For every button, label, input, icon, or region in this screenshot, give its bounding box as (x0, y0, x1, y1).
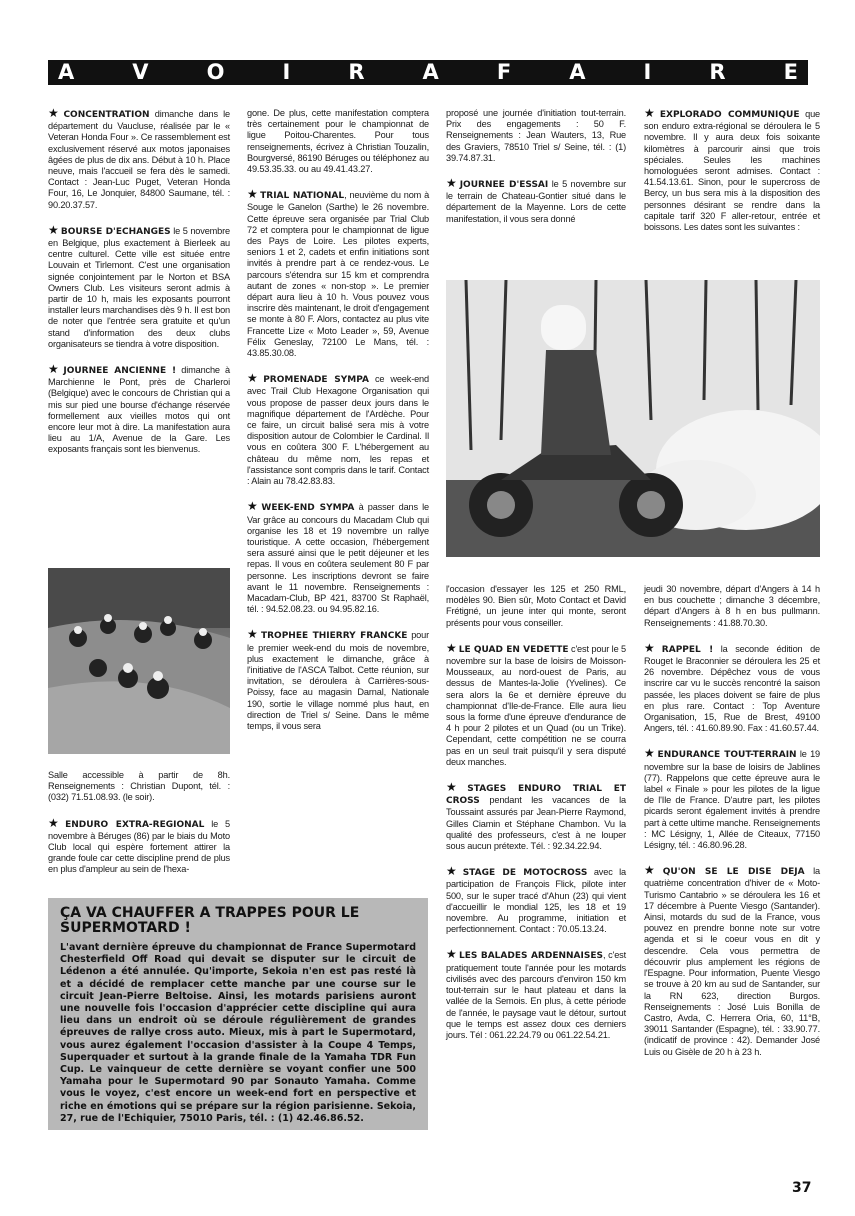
banner-letter: V (132, 60, 149, 84)
news-item-title: JOURNEE D'ESSAI (459, 180, 549, 191)
star-icon: ★ (247, 499, 260, 514)
star-icon: ★ (247, 627, 259, 642)
news-item-title: WEEK-END SYMPA (261, 503, 355, 514)
news-item-text: gone. De plus, cette manifestation comptera très certainement pour le championnat de ligue Poitou-Charentes. Pour tous renseignements, écrivez à Christian Touzalin, Bourgversé, 86190 Béruges ou téléphonez au 49.53.35.33. ou au 49.41.43.27. (247, 108, 429, 175)
news-item (446, 108, 626, 164)
banner-letter: A (422, 60, 439, 84)
star-icon: ★ (446, 780, 466, 795)
news-item-title: PROMENADE SYMPA (263, 375, 369, 386)
news-item-text: la seconde édition de Rouget le Braconnier se déroulera les 25 et 26 novembre. Dépêchez vous de vous inscrire car vu le succès rencontré la saison passée, les places doivent se faire de plus en plus rare. Contact : Top Aventure Organisation, 15, Rue de Brest, 49100 Angers, tél. : 41.60.89.90. Fax : 41.60.57.44. (644, 643, 820, 734)
banner-letter: R (709, 60, 726, 84)
news-item (644, 640, 820, 735)
banner-letter: I (643, 60, 652, 84)
news-item-text: dimanche à Marchienne le Pont, près de Charleroi (Belgique) avec le concours de Christian qui a mis sur pied une bourse d'échange réservée formellement aux vieilles motos qui ont encore leur mot à dire. La manifestation aura lieu au 1/A, Avenue de la Gare. Les exposants français sont les bienvenus. (48, 365, 231, 455)
motocross-photo (48, 568, 230, 754)
news-item (48, 364, 230, 456)
news-item-title: ENDURANCE TOUT-TERRAIN (657, 750, 797, 761)
star-icon: ★ (48, 815, 64, 830)
news-item (48, 815, 231, 876)
banner-letter: R (348, 60, 365, 84)
news-item (446, 584, 626, 629)
news-item (644, 108, 820, 233)
news-item-text: ce week-end avec Trail Club Hexagone Organisation qui vous propose de passer deux jours dans le magnifique département de l'Ardèche. Pour ce faire, un circuit balisé sera mis à votre disposition autour de Colombier le Cardinal. Il vous en coûtera 300 F. L'hébergement au château du même nom, les repas et l'assistance sont compris dans le tarif. Contact : Alain au 78.42.83.83. (247, 374, 429, 487)
news-item-title: BOURSE D'ECHANGES (60, 226, 171, 237)
news-item-text: le 5 novembre en Belgique, plus exactement à Bierleek au centre culturel. Cette ville est située entre Louvain et Tirlemont. C'est une organisation signée conjointement par le Norton et BSA Owners Club. Les visiteurs seront admis à partir de 10 h, mais les exposants pourront installer leurs marchandises dès 9 h. Il est bon de noter que l'entrée sera gratuite et qu'un stand d'information des deux clubs organisateurs se tiendra à votre disposition. (48, 225, 230, 349)
star-icon: ★ (644, 863, 661, 878)
news-item-text: le 5 novembre à Béruges (86) par le biais du Moto Club local qui espère fortement attirer la grande foule car cette discipline prend de plus en plus d'ampleur au sein de l'hexa- (48, 818, 231, 875)
news-item-text: le 5 novembre sur le terrain de Chateau-Gontier situé dans le département de la Mayenne. Lors de cette manifestation, il vous sera donné (446, 179, 627, 224)
news-item-text: , neuvième du nom à Souge le Ganelon (Sarthe) le 26 novembre. Cette épreuve sera organisée par Trial Club 72 et comptera pour le championnat de ligue des Pays de Loire. Les pilotes experts, seniors 1 et 2, cadets et enfin initiations sont invités à prendre part à ce rendez-vous. Le parcours s'étendra sur 15 km et comprendra autant de zones « non-stop ». Le premier départ aura lieu à 10 h. Vous pouvez vous inscrire dès maintenant, le droit d'engagement se monte à 80 F. Alors, contactez au plus vite Francette Lize « Moto Leader », 59, Avenue Félix Geneslay, 72100 Le Mans, tél. : 43.85.30.08. (247, 190, 430, 359)
box-title: ÇA VA CHAUFFER A TRAPPES POUR LE SUPERMOTARD ! (60, 905, 360, 936)
banner-letter: F (496, 60, 512, 84)
news-item (446, 640, 626, 768)
news-item-text: avec la participation de François Flick, pilote inter 500, sur le super tracé d'Ahun (23) qui vient d'accueillir le mondial 125, les 18 et 19 novembre. Au programme, initiation et perfectionnement. Contact : 70.05.13.24. (446, 867, 626, 935)
news-item-text: , c'est pratiquement toute l'année pour les motards civilisés avec des parcours d'environ 150 km tout-terrain sur le haut plateau et dans la vallée de la Semois. En plus, à cette période de l'année, le paysage vaut le détour, surtout que le temps est assez doux ces derniers jours. Tél : 061.22.24.79 ou 061.22.54.21. (446, 950, 627, 1040)
star-icon: ★ (48, 222, 59, 237)
news-item-title: JOURNEE ANCIENNE ! (63, 366, 177, 377)
news-item-title: TRIAL NATIONAL (260, 191, 345, 202)
news-item-title: RAPPEL ! (661, 644, 714, 655)
star-icon: ★ (446, 947, 457, 962)
news-item-text: dimanche dans le département du Vaucluse, réalisée par le « Veteran Honda Four ». Ce rassemblement est exclusivement réservé aux motos japonaises âgées de plus de dix ans. Début à 10 h. Place neuve, mais l'accueil se fera dès le samedi. Contact : Jean-Luc Puget, Veteran Honda Four, 16, Le Jonquier, 84800 Saumane, tél. : 90.20.37.57. (48, 109, 230, 210)
banner-letter: E (783, 60, 798, 84)
news-item (446, 866, 626, 935)
news-item-text: l'occasion d'essayer les 125 et 250 RML, modèles 90. Bien sûr, Moto Contact et David Frétigné, un jeune inter qui monte, seront présents pour vous conseiller. (446, 584, 626, 628)
news-item-text: jeudi 30 novembre, départ d'Angers à 14 h en bus couchette ; dimanche 3 décembre, départ d'Angers à 8 h en bus pullmann. Renseignements : 41.88.70.30. (644, 584, 820, 628)
news-item-title: CONCENTRATION (63, 110, 150, 120)
news-item-text: Salle accessible à partir de 8h. Renseignements : Christian Dupont, tél. : (032) 71.51.08.93. (le soir). (48, 770, 230, 803)
page-number: 37 (792, 1180, 812, 1196)
column-3b (446, 584, 626, 1055)
news-item (247, 501, 429, 615)
news-item-text: proposé une journée d'initiation tout-terrain. Prix des engagements : 50 F. Renseignements : Jean Wauters, 13, Rue des Graviers, 78510 Triel s/ Seine, tél. : (1) 39.74.87.31. (446, 108, 626, 163)
star-icon: ★ (247, 371, 262, 386)
news-item-text: pour le premier week-end du mois de novembre, plus exactement le dimanche, grâce à l'initiative de l'ASCA Talbot. Cette réunion, sur invitation, se déroulera à Carrières-sous-Poissy, face au magasin Darnal, Nationale 190, sortie le village nommé plus haut, en direction de Triel s/ Seine. Dans le même temps, il vous sera (247, 630, 429, 731)
news-item-text: c'est pour le 5 novembre sur la base de loisirs de Moisson-Mousseaux, au nord-ouest de Paris, au dessus de Mantes-la-Jolie (Yvelines). Ce sera alors la 6e et dernière épreuve du championnat d'Ile-de-France. Elle aura lieu sous la forme d'une épreuve d'endurance de 4 h pour 2 pilotes et un Quad (ou un Trike). Cependant, cette compétition ne se courra pas en un seul trait puisqu'il y sera disputé deux manches. (446, 643, 626, 767)
news-item-title: ENDURO EXTRA-REGIONAL (65, 819, 205, 830)
star-icon: ★ (446, 176, 458, 191)
news-item-text: le 19 novembre sur la base de loisirs de Jablines (77). Rappelons que cette épreuve aura le label « Finale » pour les pilotes de la ligue de l'Ile de France. D'autre part, les pilotes picards seront également invités à prendre part à cette ultime manche. Renseignements : MC Lésigny, 1, Allée de Citeaux, 77150 Lésigny, tél. : 46.80.96.28. (644, 749, 821, 851)
box-body: L'avant dernière épreuve du championnat de France Supermotard Chesterfield Off Road qui devait se disputer sur le circuit de Lédenon a été annulée. Qu'importe, Sekoia n'en est pas resté là et a décidé de remplacer cette manche par une course sur le circuit Jean-Pierre Beltoise. Ainsi, les motards parisiens auront une nouvelle fois l'occasion d'apprécier cette discipline qui aura lieu dans un endroit où se déroule régulièrement de grandes épreuves de rallye cross auto. Mieux, mis à part le Supermotard, vous aurez également l'occasion d'assister à la Coupe 4 Temps, Superquader et surtout à la grande finale de la Yamaha TDR Fun Cup. Le vainqueur de cette dernière se voyant confier une 500 Yamaha pour le Supermotard 90 par Sonauto Yamaha. Comme vous le voyez, c'est encore un week-end fort en perspective et riche en émotions qui se prépare sur la région parisienne. Sekoia, 27, rue de l'Echiquier, 75010 Paris, tél. : (1) 42.46.86.52. (60, 942, 416, 1124)
news-item (247, 108, 429, 175)
banner-letter: I (282, 60, 291, 84)
supermotard-box (48, 898, 428, 1130)
news-item (247, 189, 429, 359)
news-item-title: EXPLORADO COMMUNIQUE (659, 110, 800, 120)
star-icon: ★ (247, 187, 259, 202)
news-item-title: QU'ON SE LE DISE DEJA (662, 867, 805, 878)
news-item-text: que son enduro extra-régional se déroulera le 5 novembre. Il y aura deux fois soixante kilomètres à parcourir ainsi que trois spéciales. Seules les machines homologuées seront admises. Contact : 41.54.13.61. Sinon, pour le supercross de Bercy, un bus sera mis à la disposition des personnes désirant se rendre dans la capitale tarif 320 F aller-retour, entrée et boissons. Les dates sont les suivantes : (644, 109, 820, 233)
news-item (446, 178, 626, 225)
star-icon: ★ (644, 106, 658, 120)
news-item-title: TROPHEE THIERRY FRANCKE (260, 631, 408, 642)
banner-letter: O (206, 60, 225, 84)
column-3 (446, 108, 626, 239)
column-1b (48, 770, 230, 890)
news-item-title: STAGES ENDURO TRIAL ET CROSS (446, 784, 627, 807)
news-item (446, 782, 626, 852)
news-item (48, 770, 230, 804)
news-item-text: pendant les vacances de la Toussaint assurés par Jean-Pierre Raymond, Gilles Ciamin et Stéphane Chambon. Vu la qualité des professeurs, c'est à ne louper sous aucun prétexte. Tél. : 92.34.22.94. (446, 795, 626, 852)
motorcycle-burnout-photo (446, 280, 820, 557)
star-icon: ★ (446, 864, 461, 879)
star-icon: ★ (644, 746, 656, 761)
column-2 (247, 108, 429, 746)
news-item (644, 748, 820, 851)
column-4b (644, 584, 820, 1072)
star-icon: ★ (446, 640, 457, 655)
news-item (446, 949, 626, 1041)
news-item-title: STAGE DE MOTOCROSS (462, 868, 588, 879)
star-icon: ★ (48, 106, 62, 120)
news-item (644, 584, 820, 629)
column-4 (644, 108, 820, 247)
column-1 (48, 108, 230, 470)
section-banner (48, 60, 808, 85)
news-item-text: à passer dans le Var grâce au concours du Macadam Club qui organise les 18 et 19 novembre un rallye touristique. A cette occasion, l'hébergement sera assuré ainsi que le petit déjeuner et les repas. Il vous en coûtera seulement 80 F par personne. Les inscriptions devront se faire avant le 11 novembre. Renseignements : Macadam-Club, BP 421, 83700 St Raphaël, tél. : 94.52.08.23. ou 94.95.82.16. (247, 502, 430, 615)
news-item-title: LE QUAD EN VEDETTE (458, 644, 569, 655)
banner-letter: A (58, 60, 75, 84)
star-icon: ★ (644, 640, 660, 655)
news-item (48, 108, 230, 211)
banner-letter: A (569, 60, 586, 84)
news-item (48, 222, 230, 350)
news-item (247, 373, 429, 487)
star-icon: ★ (48, 362, 62, 377)
news-item-text: la quatrième concentration d'hiver de « Moto-Turismo Cantabrio » se déroulera les 16 et 17 décembre à Puente Viesgo (Santander). Ainsi, motards du sud de la France, vous pouvez en prendre bonne note sur votre agenda et si le coeur vous en dit y descendre. Cela vous permettra de découvrir plus amplement les régions de l'Espagne. Pour information, Puente Viesgo se trouve à 20 km au sud de Santander, sur la RN 623, direction Burgos. Renseignements : José Luis Bonilla de Castro, Avda, C. Herrera Oria, 60, 11°B, 39011 Santander (Espagne), tél. : 33.90.77. (indicatif de province : 42). Demander José Luis ou Gisèle de 20 h à 23 h. (644, 866, 820, 1057)
news-item-title: LES BALADES ARDENNAISES (458, 951, 603, 962)
news-item (644, 865, 820, 1057)
news-item (247, 629, 429, 732)
